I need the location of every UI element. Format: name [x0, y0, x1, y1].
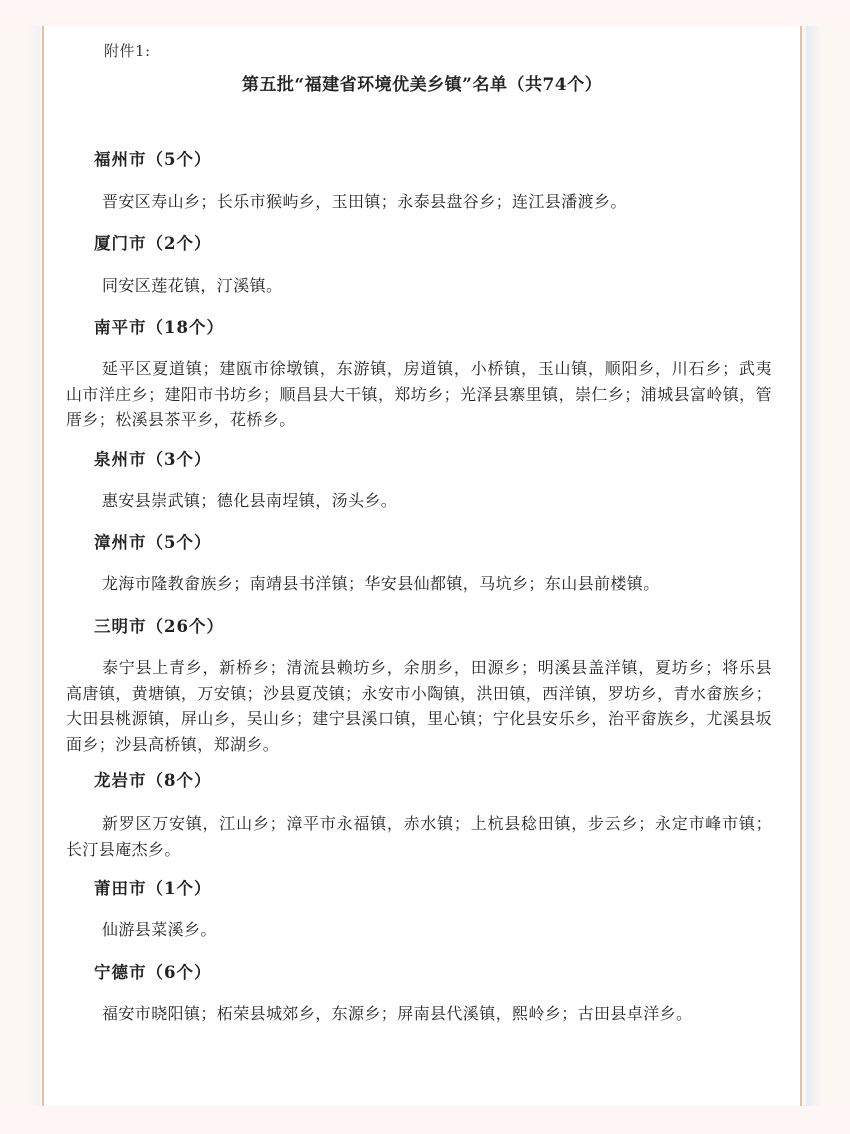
attachment-label: 附件1:	[104, 42, 151, 60]
section-heading-zhangzhou: 漳州市（5个）	[94, 533, 212, 552]
right-page-shadow	[806, 26, 822, 1106]
section-body-fuzhou: 晋安区寿山乡；长乐市猴屿乡，玉田镇；永泰县盘谷乡；连江县潘渡乡。	[102, 192, 627, 211]
section-heading-fuzhou: 福州市（5个）	[94, 150, 212, 169]
bottom-margin-band	[0, 1106, 850, 1134]
section-heading-xiamen: 厦门市（2个）	[94, 234, 212, 253]
section-body-longyan: 新罗区万安镇，江山乡；漳平市永福镇，赤水镇；上杭县稔田镇，步云乡；永定市峰市镇；长汀县庵杰乡。	[66, 814, 772, 859]
section-body-xiamen: 同安区莲花镇，汀溪镇。	[102, 276, 283, 295]
section-heading-ningde: 宁德市（6个）	[94, 963, 212, 982]
left-page-shadow	[28, 26, 40, 1106]
section-body-nanping: 延平区夏道镇；建瓯市徐墩镇，东游镇，房道镇，小桥镇，玉山镇，顺阳乡，川石乡；武夷山市洋庄乡；建阳市书坊乡；顺昌县大干镇，郑坊乡；光泽县寨里镇，崇仁乡；浦城县富岭镇，管厝乡；松溪县茶平乡，花桥乡。	[66, 359, 772, 429]
document-page	[42, 26, 802, 1106]
section-heading-putian: 莆田市（1个）	[94, 879, 212, 898]
section-body-putian: 仙游县菜溪乡。	[102, 920, 217, 939]
section-body-sanming: 泰宁县上青乡，新桥乡；清流县赖坊乡，余朋乡，田源乡；明溪县盖洋镇，夏坊乡；将乐县高唐镇，黄塘镇，万安镇；沙县夏茂镇；永安市小陶镇，洪田镇，西洋镇，罗坊乡，青水畲族乡；大田县桃源镇，屏山乡，吴山乡；建宁县溪口镇，里心镇；宁化县安乐乡，治平畲族乡，尤溪县坂面乡；沙县高桥镇，郑湖乡。	[66, 658, 772, 754]
section-heading-quanzhou: 泉州市（3个）	[94, 450, 212, 469]
section-body-ningde: 福安市晓阳镇；柘荣县城郊乡，东源乡；屏南县代溪镇，熙岭乡；古田县卓洋乡。	[102, 1004, 693, 1023]
section-body-quanzhou: 惠安县崇武镇；德化县南埕镇，汤头乡。	[102, 491, 398, 510]
section-heading-longyan: 龙岩市（8个）	[94, 771, 212, 790]
top-margin-band	[0, 0, 850, 26]
section-heading-nanping: 南平市（18个）	[94, 318, 224, 337]
section-heading-sanming: 三明市（26个）	[94, 617, 224, 636]
document-title: 第五批“福建省环境优美乡镇”名单（共74个）	[241, 75, 603, 95]
section-body-zhangzhou: 龙海市隆教畲族乡；南靖县书洋镇；华安县仙都镇，马坑乡；东山县前楼镇。	[102, 574, 660, 593]
